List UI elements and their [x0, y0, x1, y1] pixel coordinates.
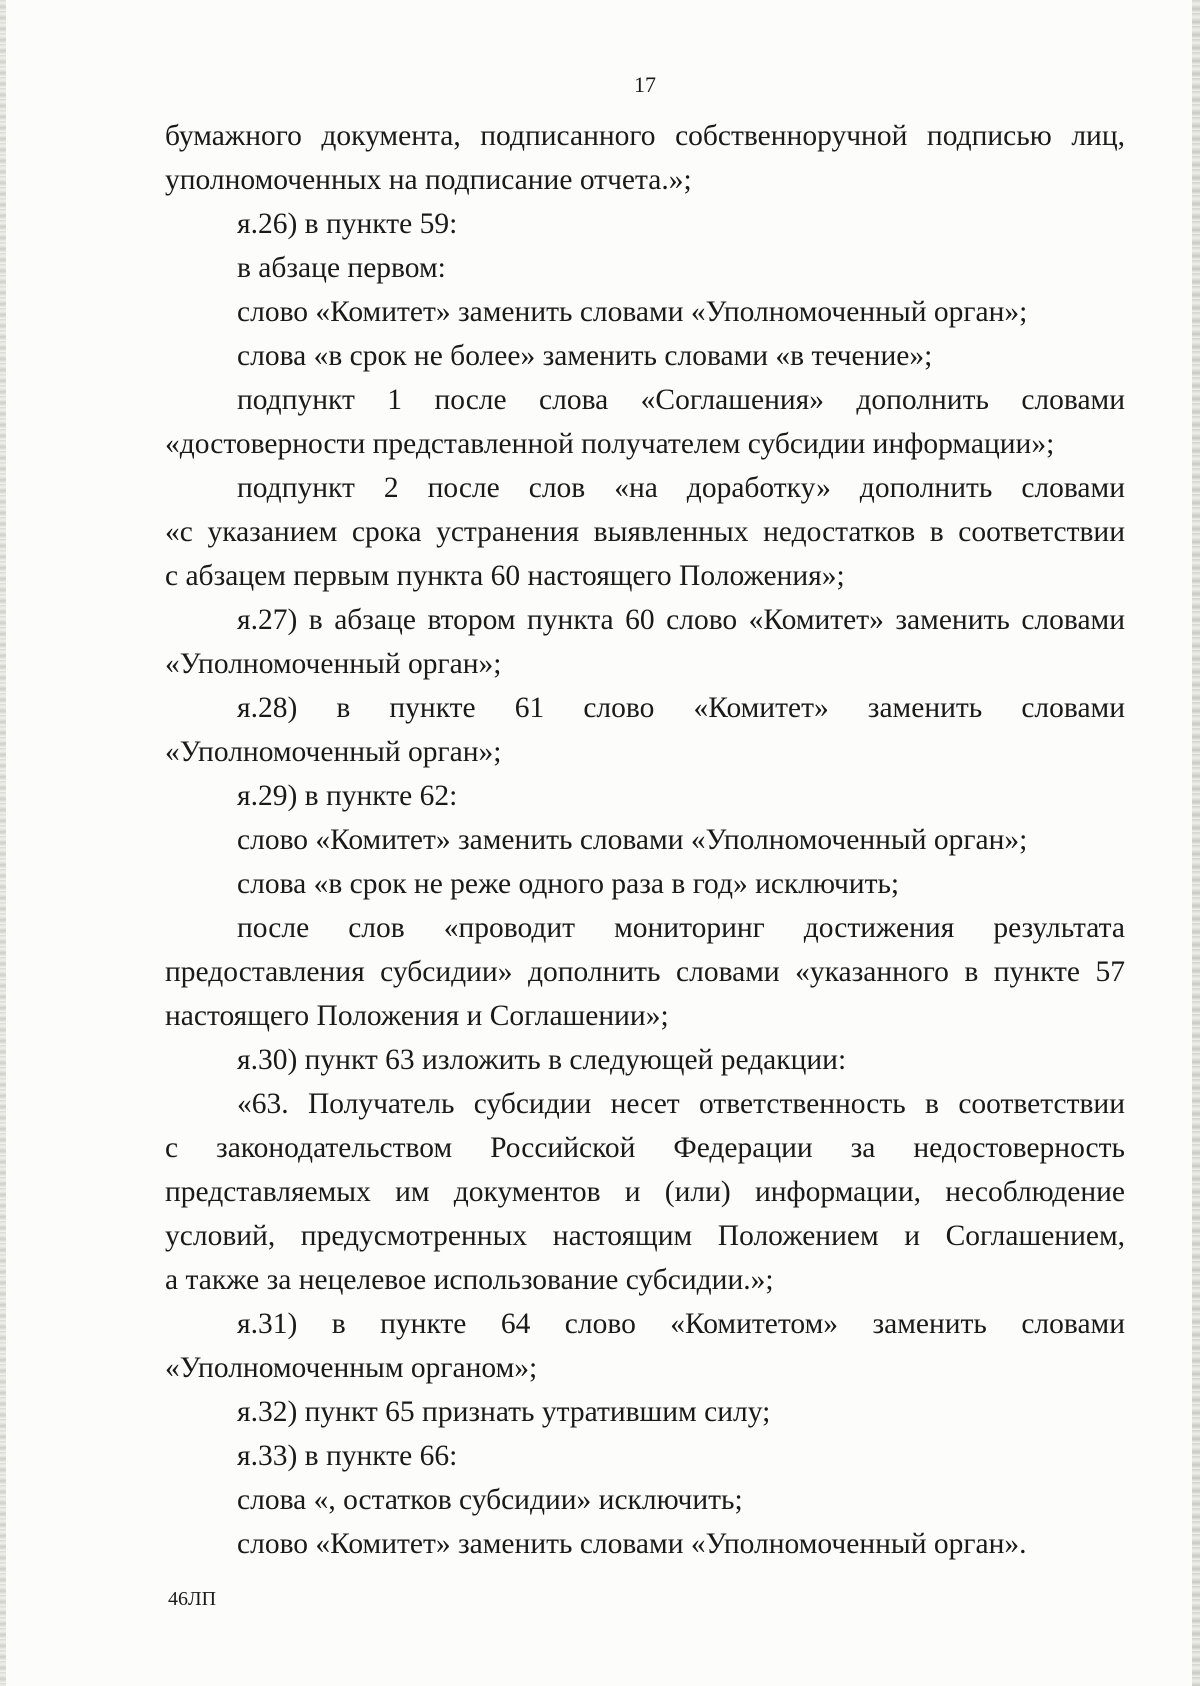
text-line: после слов «проводит мониторинг достижения результата — [237, 912, 1125, 944]
text-line: настоящего Положения и Соглашении»; — [165, 1000, 669, 1032]
text-line: а также за нецелевое использование субсидии.»; — [165, 1264, 774, 1296]
text-line: «Уполномоченный орган»; — [165, 648, 502, 680]
text-line: я.33) в пункте 66: — [237, 1440, 458, 1472]
document-body — [165, 114, 1125, 1566]
text-line: я.29) в пункте 62: — [237, 780, 458, 812]
text-line: слово «Комитет» заменить словами «Уполномоченный орган»; — [237, 296, 1028, 328]
text-line: «Уполномоченный орган»; — [165, 736, 502, 768]
text-line: с законодательством Российской Федерации за недостоверность — [165, 1132, 1125, 1164]
text-line: с абзацем первым пункта 60 настоящего Положения»; — [165, 560, 845, 592]
text-line: условий, предусмотренных настоящим Положением и Соглашением, — [165, 1220, 1125, 1252]
page-number: 17 — [634, 72, 656, 97]
text-line: «Уполномоченным органом»; — [165, 1352, 538, 1384]
footer-document-code: 46ЛП — [168, 1588, 217, 1610]
text-line: слова «в срок не более» заменить словами «в течение»; — [237, 340, 933, 372]
scan-edge-left — [0, 0, 6, 1686]
text-line: я.31) в пункте 64 слово «Комитетом» заменить словами — [237, 1308, 1125, 1340]
text-line: я.32) пункт 65 признать утратившим силу; — [237, 1396, 771, 1428]
text-line: подпункт 2 после слов «на доработку» дополнить словами — [237, 472, 1125, 504]
text-line: я.26) в пункте 59: — [237, 208, 458, 240]
text-line: бумажного документа, подписанного собственноручной подписью лиц, — [165, 120, 1125, 152]
text-line: я.30) пункт 63 изложить в следующей редакции: — [237, 1044, 847, 1076]
text-line: уполномоченных на подписание отчета.»; — [165, 164, 692, 196]
text-line: слова «в срок не реже одного раза в год» исключить; — [237, 868, 900, 900]
text-line: «с указанием срока устранения выявленных недостатков в соответствии — [165, 516, 1125, 548]
text-line: слова «, остатков субсидии» исключить; — [237, 1484, 743, 1516]
text-line: «достоверности представленной получателем субсидии информации»; — [165, 428, 1055, 460]
text-line: подпункт 1 после слова «Соглашения» дополнить словами — [237, 384, 1125, 416]
text-line: я.28) в пункте 61 слово «Комитет» заменить словами — [237, 692, 1125, 724]
text-line: предоставления субсидии» дополнить словами «указанного в пункте 57 — [165, 956, 1125, 988]
text-line: «63. Получатель субсидии несет ответственность в соответствии — [237, 1088, 1125, 1120]
text-line: в абзаце первом: — [237, 252, 446, 284]
text-line: я.27) в абзаце втором пункта 60 слово «Комитет» заменить словами — [237, 604, 1125, 636]
text-line: слово «Комитет» заменить словами «Уполномоченный орган»; — [237, 824, 1028, 856]
text-line: представляемых им документов и (или) информации, несоблюдение — [165, 1176, 1125, 1208]
text-line: слово «Комитет» заменить словами «Уполномоченный орган». — [237, 1528, 1027, 1560]
scan-edge-right — [1192, 0, 1200, 1686]
